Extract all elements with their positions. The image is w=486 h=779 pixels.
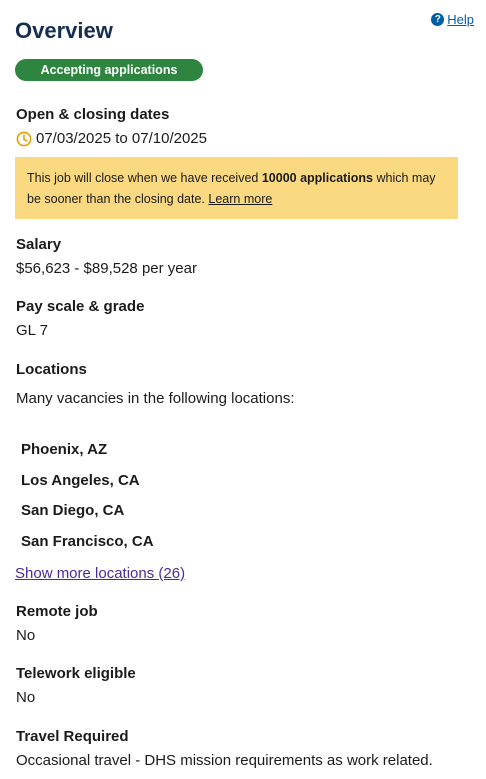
pay-scale-label: Pay scale & grade — [16, 298, 145, 315]
help-label: Help — [447, 12, 474, 27]
alert-text-bold: 10000 applications — [261, 171, 374, 185]
help-icon: ? — [431, 13, 444, 26]
location-list — [21, 440, 154, 562]
locations-label: Locations — [16, 361, 87, 378]
travel-label: Travel Required — [16, 728, 129, 745]
page-title: Overview — [15, 18, 113, 43]
remote-value: No — [16, 627, 36, 644]
show-more-locations-link[interactable]: Show more locations (26) — [15, 565, 186, 582]
alert-text-before: This job will close when we have received — [27, 171, 262, 185]
pay-scale-value: GL 7 — [16, 322, 48, 339]
travel-value: Occasional travel - DHS mission requirements as work related. — [16, 752, 433, 769]
locations-intro: Many vacancies in the following locations: — [16, 390, 295, 407]
dates-value: 07/03/2025 to 07/10/2025 — [36, 130, 207, 147]
help-link[interactable] — [431, 12, 474, 27]
list-item: San Diego, CA — [21, 502, 125, 519]
dates-label: Open & closing dates — [16, 106, 170, 123]
list-item: San Francisco, CA — [21, 532, 154, 550]
alert-text-after: which may be sooner than the closing date. — [27, 171, 436, 206]
telework-value: No — [16, 689, 36, 706]
status-badge: Accepting applications — [15, 59, 203, 81]
dates-row — [16, 130, 207, 147]
telework-label: Telework eligible — [16, 665, 136, 682]
remote-label: Remote job — [16, 603, 98, 620]
list-item: Los Angeles, CA — [21, 471, 140, 489]
salary-value: $56,623 - $89,528 per year — [16, 260, 197, 277]
learn-more-link[interactable]: Learn more — [208, 192, 273, 206]
salary-label: Salary — [16, 236, 62, 253]
list-item: Phoenix, AZ — [21, 441, 108, 458]
closing-alert — [15, 157, 458, 219]
clock-icon — [16, 131, 32, 147]
